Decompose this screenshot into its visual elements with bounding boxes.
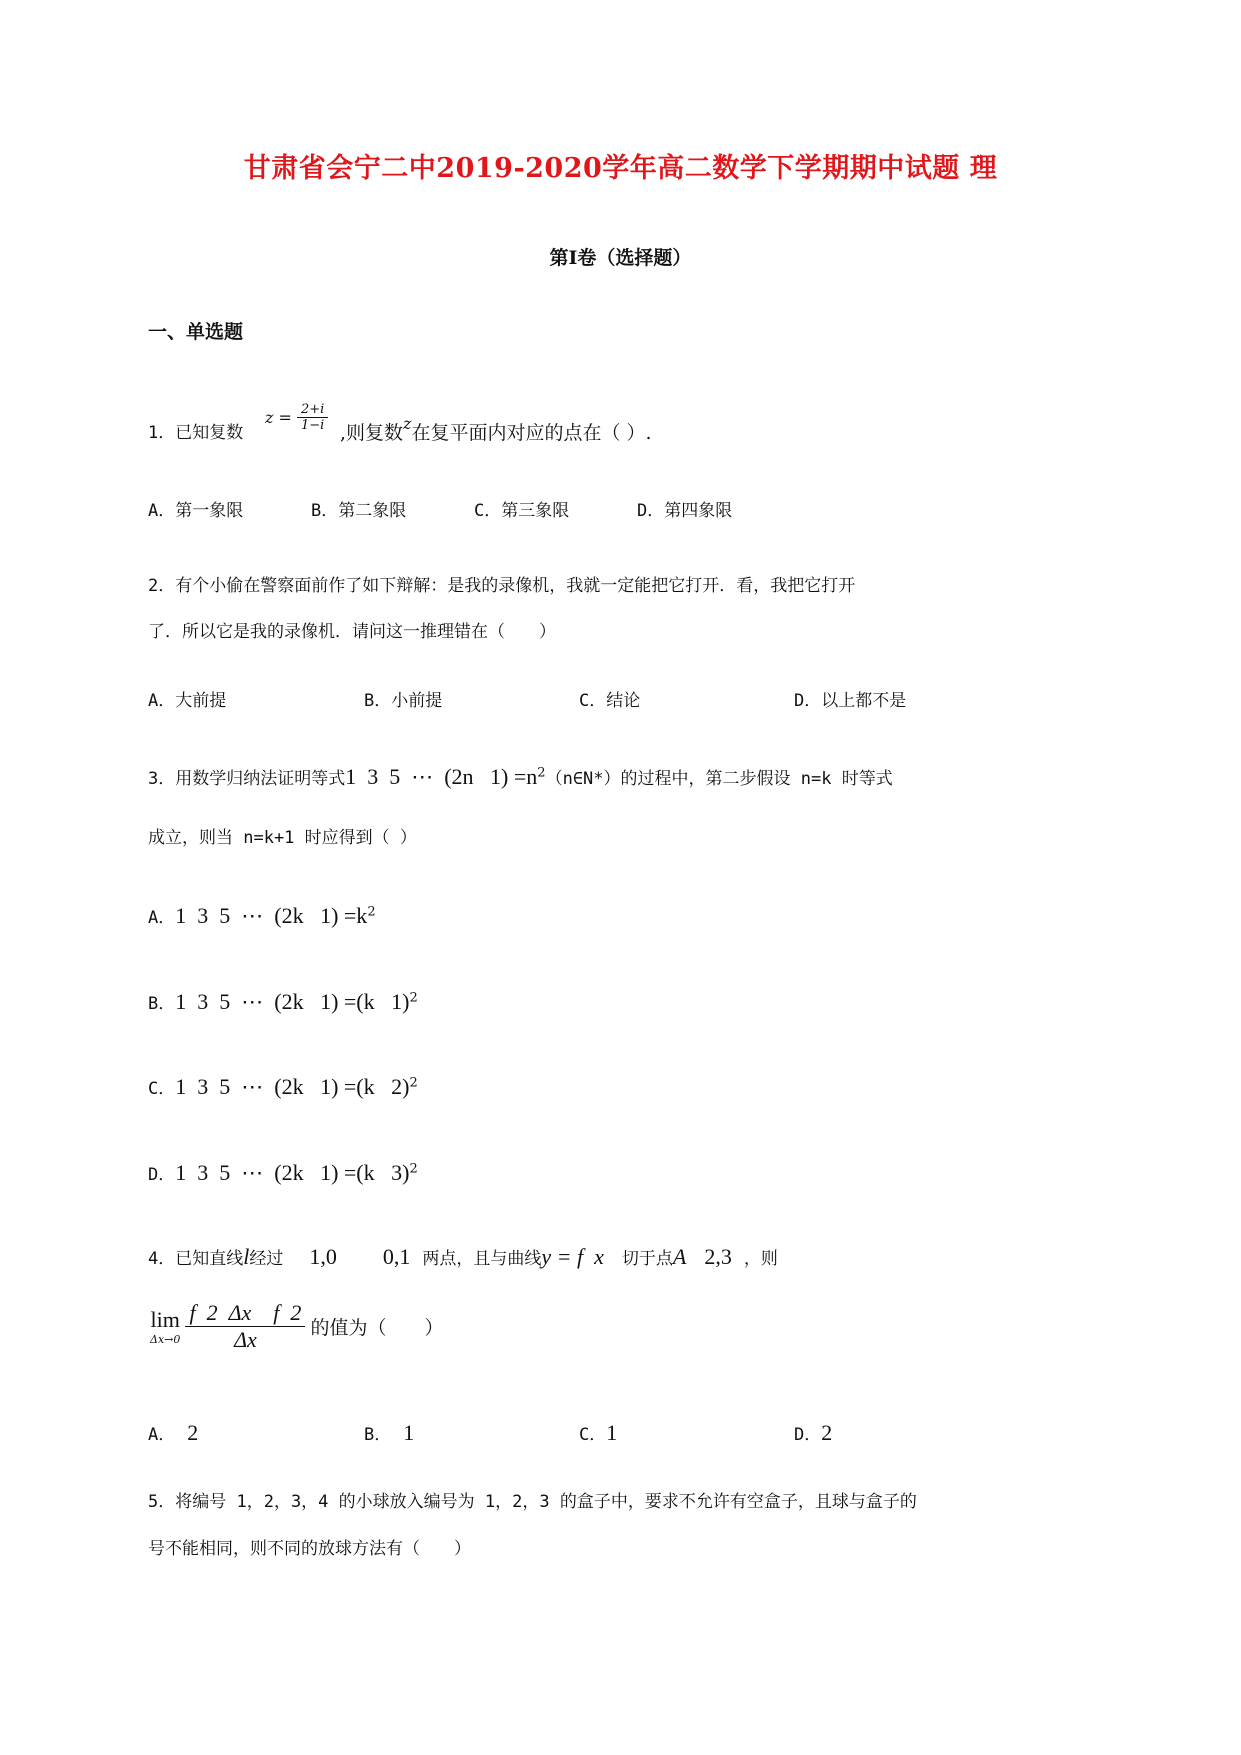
q4-t1: 经过 [249,1249,284,1269]
q4-point-2: 0,1 [382,1244,411,1269]
q2-line-2: 了．所以它是我的录像机．请问这一推理错在（ ） [148,622,556,642]
q2-line-1: 2．有个小偷在警察面前作了如下辩解：是我的录像机，我就一定能把它打开．看，我把它打开 [148,576,856,596]
question-1 [148,418,243,443]
q4-lim-den: Δx [234,1327,257,1352]
q4-t2: 两点，且与曲线 [422,1249,542,1269]
q1-z: z [403,414,412,433]
q4-option-d-value: 2 [821,1420,833,1445]
q3-equation-sup: 2 [537,765,546,781]
q3-option-a-formula: 1 3 5 ⋯ (2k 1) =k [175,903,368,928]
q1-option-a: A．第一象限 [148,501,244,521]
q3-suffix: （n∈N*）的过程中，第二步假设 n=k 时等式 [545,769,893,789]
q3-option-c-formula: 1 3 5 ⋯ (2k 1) =(k 2) [175,1074,410,1099]
q3-option-b-formula: 1 3 5 ⋯ (2k 1) =(k 1) [175,989,410,1014]
q3-option-b-sup: 2 [409,990,418,1006]
q4-option-c-value: 1 [606,1420,618,1445]
q3-line-2: 成立，则当 n=k+1 时应得到（ ） [148,828,417,848]
q4-point-a-label: A [672,1244,687,1269]
q3-option-a-label: A． [148,908,176,928]
q4-prefix: 4．已知直线 [148,1249,244,1269]
q5-line-2: 号不能相同，则不同的放球方法有（ ） [148,1539,471,1559]
q1-option-b: B．第二象限 [311,501,407,521]
q3-option-a-sup: 2 [367,904,376,920]
q3-option-b [148,989,418,1015]
q2-option-d: D．以上都不是 [794,691,907,711]
q3-line-1 [148,764,893,790]
q4-limit-expression [150,1300,443,1353]
q2-option-c: C．结论 [579,691,641,711]
q4-lim-num: f 2 Δx f 2 [185,1300,305,1327]
q1-complex-formula [265,402,328,433]
q3-option-a [148,903,376,929]
q3-option-d-label: D． [148,1165,176,1185]
q4-lim-suffix: 的值为（ ） [310,1317,444,1339]
q5-line-1: 5．将编号 1，2，3，4 的小球放入编号为 1，2，3 的盒子中，要求不允许有空盒子，且球与盒子的 [148,1492,917,1512]
q4-option-d [794,1420,832,1446]
q4-point-a: 2,3 [704,1244,732,1269]
q4-curve: y = f x [541,1244,604,1269]
q2-option-b: B．小前提 [364,691,443,711]
q3-option-d-sup: 2 [409,1161,418,1177]
q4-lim-fraction [185,1300,305,1353]
q3-prefix: 3．用数学归纳法证明等式 [148,769,346,789]
q4-line-1 [148,1244,778,1270]
q3-option-b-label: B． [148,994,176,1014]
q1-option-c: C．第三象限 [474,501,570,521]
document-title: 甘肃省会宁二中2019-2020学年高二数学下学期期中试题 理 [243,153,998,184]
q4-option-c [579,1420,617,1446]
q3-option-c-label: C． [148,1079,176,1099]
q4-option-b [364,1420,414,1446]
q3-option-c [148,1074,418,1100]
q4-t3: 切于点 [621,1249,673,1269]
q4-line-l: l [243,1244,250,1269]
q3-option-c-sup: 2 [409,1075,418,1091]
q4-point-1: 1,0 [309,1244,337,1269]
q1-fraction [297,402,328,433]
q1-frac-num: 2+i [297,402,328,418]
part-heading: 第Ⅰ卷（选择题） [549,247,692,269]
q1-z-lhs: z = [265,408,292,427]
q1-suffix: 在复平面内对应的点在（ ）. [411,422,652,444]
q3-option-d-formula: 1 3 5 ⋯ (2k 1) =(k 3) [175,1160,410,1185]
q4-option-a-value: 2 [187,1420,199,1445]
q4-t4: ，则 [743,1249,778,1269]
q4-lim-operator [150,1307,180,1346]
q4-option-c-label: C． [579,1425,607,1445]
q2-option-a: A．大前提 [148,691,227,711]
q4-lim-sub: Δx→0 [150,1333,181,1346]
q1-frac-den: 1−i [301,418,325,433]
q1-prefix: 1．已知复数 [148,423,244,443]
q1-rest [340,414,652,445]
q4-lim: lim [150,1307,180,1332]
q4-option-a [148,1420,198,1446]
q3-option-d [148,1160,418,1186]
q4-option-a-label: A． [148,1425,176,1445]
q4-option-b-value: 1 [403,1420,415,1445]
q3-equation: 1 3 5 ⋯ (2n 1) =n [345,764,538,789]
q1-option-d: D．第四象限 [637,501,733,521]
q1-mid: ,则复数 [340,422,404,444]
q4-option-b-label: B． [364,1425,392,1445]
q4-option-d-label: D． [794,1425,822,1445]
section-heading: 一、单选题 [148,321,244,343]
